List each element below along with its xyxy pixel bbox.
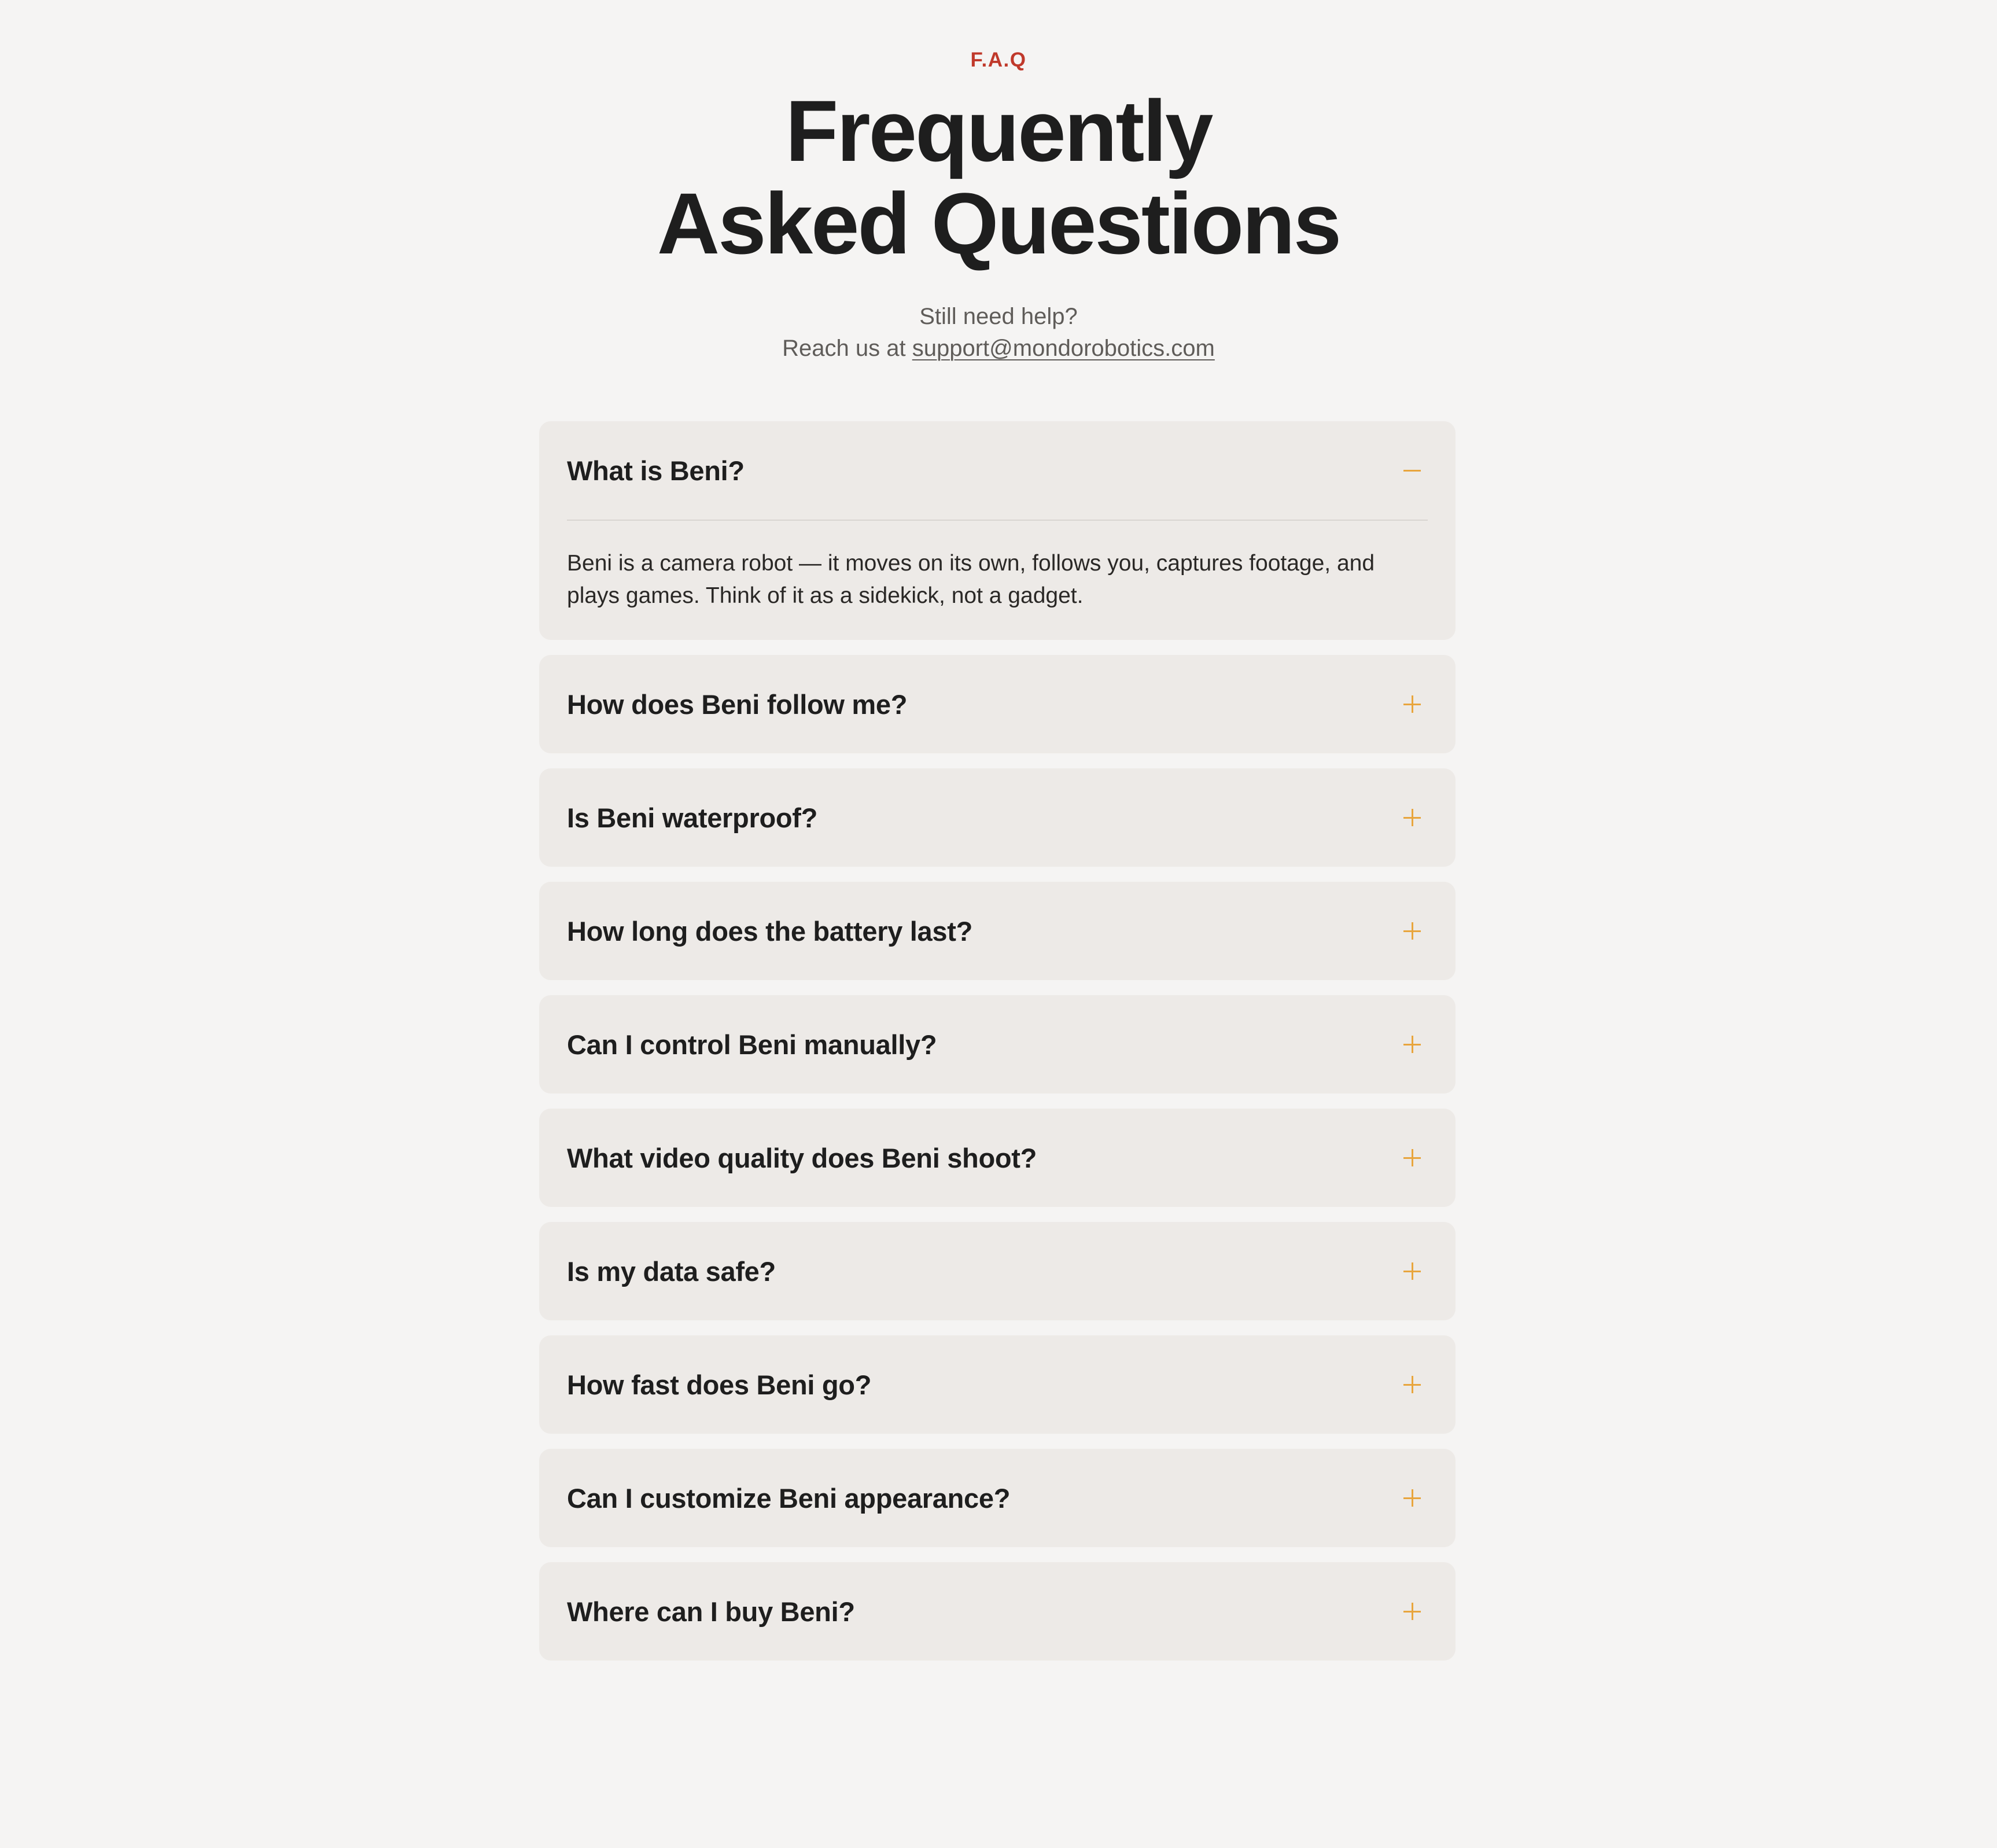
help-prefix: Reach us at	[782, 336, 912, 361]
plus-icon[interactable]	[1392, 684, 1432, 724]
faq-question: Is my data safe?	[567, 1256, 776, 1287]
eyebrow-label: F.A.Q	[970, 49, 1027, 71]
faq-question-row[interactable]	[539, 1222, 1456, 1320]
faq-question-row[interactable]	[539, 1449, 1456, 1547]
faq-question-row[interactable]	[539, 655, 1456, 753]
faq-question: Is Beni waterproof?	[567, 802, 818, 833]
faq-question: What is Beni?	[567, 455, 745, 486]
page-title-line-1: Frequently	[785, 82, 1212, 179]
plus-icon[interactable]	[1392, 1591, 1432, 1632]
faq-question: How does Beni follow me?	[567, 689, 908, 720]
faq-question-row[interactable]	[539, 882, 1456, 980]
faq-item	[539, 421, 1456, 640]
faq-question-row[interactable]	[539, 995, 1456, 1094]
faq-item	[539, 1109, 1456, 1207]
faq-question-row[interactable]	[539, 421, 1456, 520]
faq-header	[0, 0, 1997, 365]
faq-question-row[interactable]	[539, 1109, 1456, 1207]
faq-question: What video quality does Beni shoot?	[567, 1142, 1037, 1173]
plus-icon[interactable]	[1392, 1251, 1432, 1291]
faq-answer: Beni is a camera robot — it moves on its own, follows you, captures footage, and plays games. Think of it as a sidekick, not a gadget.	[567, 551, 1375, 608]
faq-item	[539, 1562, 1456, 1661]
plus-icon[interactable]	[1392, 1024, 1432, 1065]
minus-icon[interactable]	[1392, 450, 1432, 491]
plus-icon[interactable]	[1392, 1137, 1432, 1178]
plus-icon[interactable]	[1392, 1364, 1432, 1405]
help-line-1: Still need help?	[919, 304, 1078, 329]
faq-list	[539, 421, 1456, 1676]
faq-question-row[interactable]	[539, 1562, 1456, 1661]
faq-question: How long does the battery last?	[567, 915, 973, 947]
faq-item	[539, 655, 1456, 753]
plus-icon[interactable]	[1392, 911, 1432, 951]
faq-item	[539, 1222, 1456, 1320]
faq-item	[539, 1449, 1456, 1547]
faq-question: Can I control Beni manually?	[567, 1029, 937, 1060]
plus-icon[interactable]	[1392, 1478, 1432, 1518]
help-line-2	[0, 333, 1997, 365]
faq-item	[539, 882, 1456, 980]
support-email-link[interactable]: support@mondorobotics.com	[912, 336, 1215, 361]
faq-item	[539, 768, 1456, 867]
faq-question-row[interactable]	[539, 768, 1456, 867]
faq-question: How fast does Beni go?	[567, 1369, 872, 1400]
plus-icon[interactable]	[1392, 797, 1432, 838]
faq-question: Where can I buy Beni?	[567, 1596, 855, 1627]
faq-question-row[interactable]	[539, 1335, 1456, 1434]
page-title	[0, 84, 1997, 270]
faq-item	[539, 995, 1456, 1094]
faq-item	[539, 1335, 1456, 1434]
help-text	[0, 301, 1997, 365]
page-title-line-2: Asked Questions	[657, 175, 1340, 272]
faq-question: Can I customize Beni appearance?	[567, 1482, 1011, 1514]
